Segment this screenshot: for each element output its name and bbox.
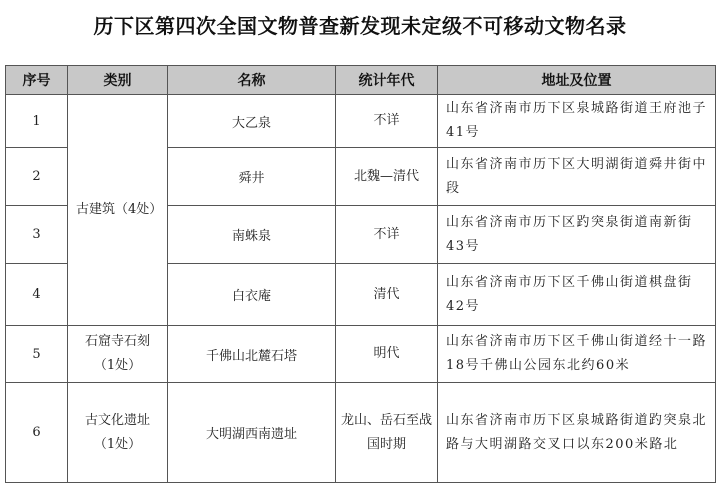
row-number: 1 — [6, 95, 68, 148]
table-row — [6, 383, 716, 483]
category-cell: 古文化遗址（1处） — [68, 383, 168, 483]
header-era: 统计年代 — [336, 66, 438, 95]
relic-era: 北魏—清代 — [336, 148, 438, 206]
relic-name: 大明湖西南遗址 — [168, 383, 336, 483]
table-header-row — [6, 66, 716, 95]
relics-table — [5, 65, 716, 483]
relic-name: 大乙泉 — [168, 95, 336, 148]
relic-name: 舜井 — [168, 148, 336, 206]
table-row — [6, 95, 716, 148]
relic-address: 山东省济南市历下区趵突泉街道南新街43号 — [438, 206, 716, 264]
relic-era: 明代 — [336, 326, 438, 383]
relic-era: 龙山、岳石至战国时期 — [336, 383, 438, 483]
row-number: 5 — [6, 326, 68, 383]
table-row — [6, 326, 716, 383]
relic-era: 清代 — [336, 264, 438, 326]
relic-name: 南蛛泉 — [168, 206, 336, 264]
relic-address: 山东省济南市历下区泉城路街道趵突泉北路与大明湖路交叉口以东200米路北 — [438, 383, 716, 483]
relic-address: 山东省济南市历下区千佛山街道棋盘街42号 — [438, 264, 716, 326]
relic-name: 白衣庵 — [168, 264, 336, 326]
relic-address: 山东省济南市历下区千佛山街道经十一路18号千佛山公园东北约60米 — [438, 326, 716, 383]
relic-era: 不详 — [336, 206, 438, 264]
row-number: 6 — [6, 383, 68, 483]
header-address: 地址及位置 — [438, 66, 716, 95]
relic-address: 山东省济南市历下区大明湖街道舜井街中段 — [438, 148, 716, 206]
row-number: 2 — [6, 148, 68, 206]
header-category: 类别 — [68, 66, 168, 95]
relic-era: 不详 — [336, 95, 438, 148]
header-name: 名称 — [168, 66, 336, 95]
row-number: 4 — [6, 264, 68, 326]
row-number: 3 — [6, 206, 68, 264]
relic-address: 山东省济南市历下区泉城路街道王府池子41号 — [438, 95, 716, 148]
category-cell: 古建筑（4处） — [68, 95, 168, 326]
header-number: 序号 — [6, 66, 68, 95]
document-title: 历下区第四次全国文物普查新发现未定级不可移动文物名录 — [93, 14, 627, 38]
relic-name: 千佛山北麓石塔 — [168, 326, 336, 383]
category-cell: 石窟寺石刻（1处） — [68, 326, 168, 383]
